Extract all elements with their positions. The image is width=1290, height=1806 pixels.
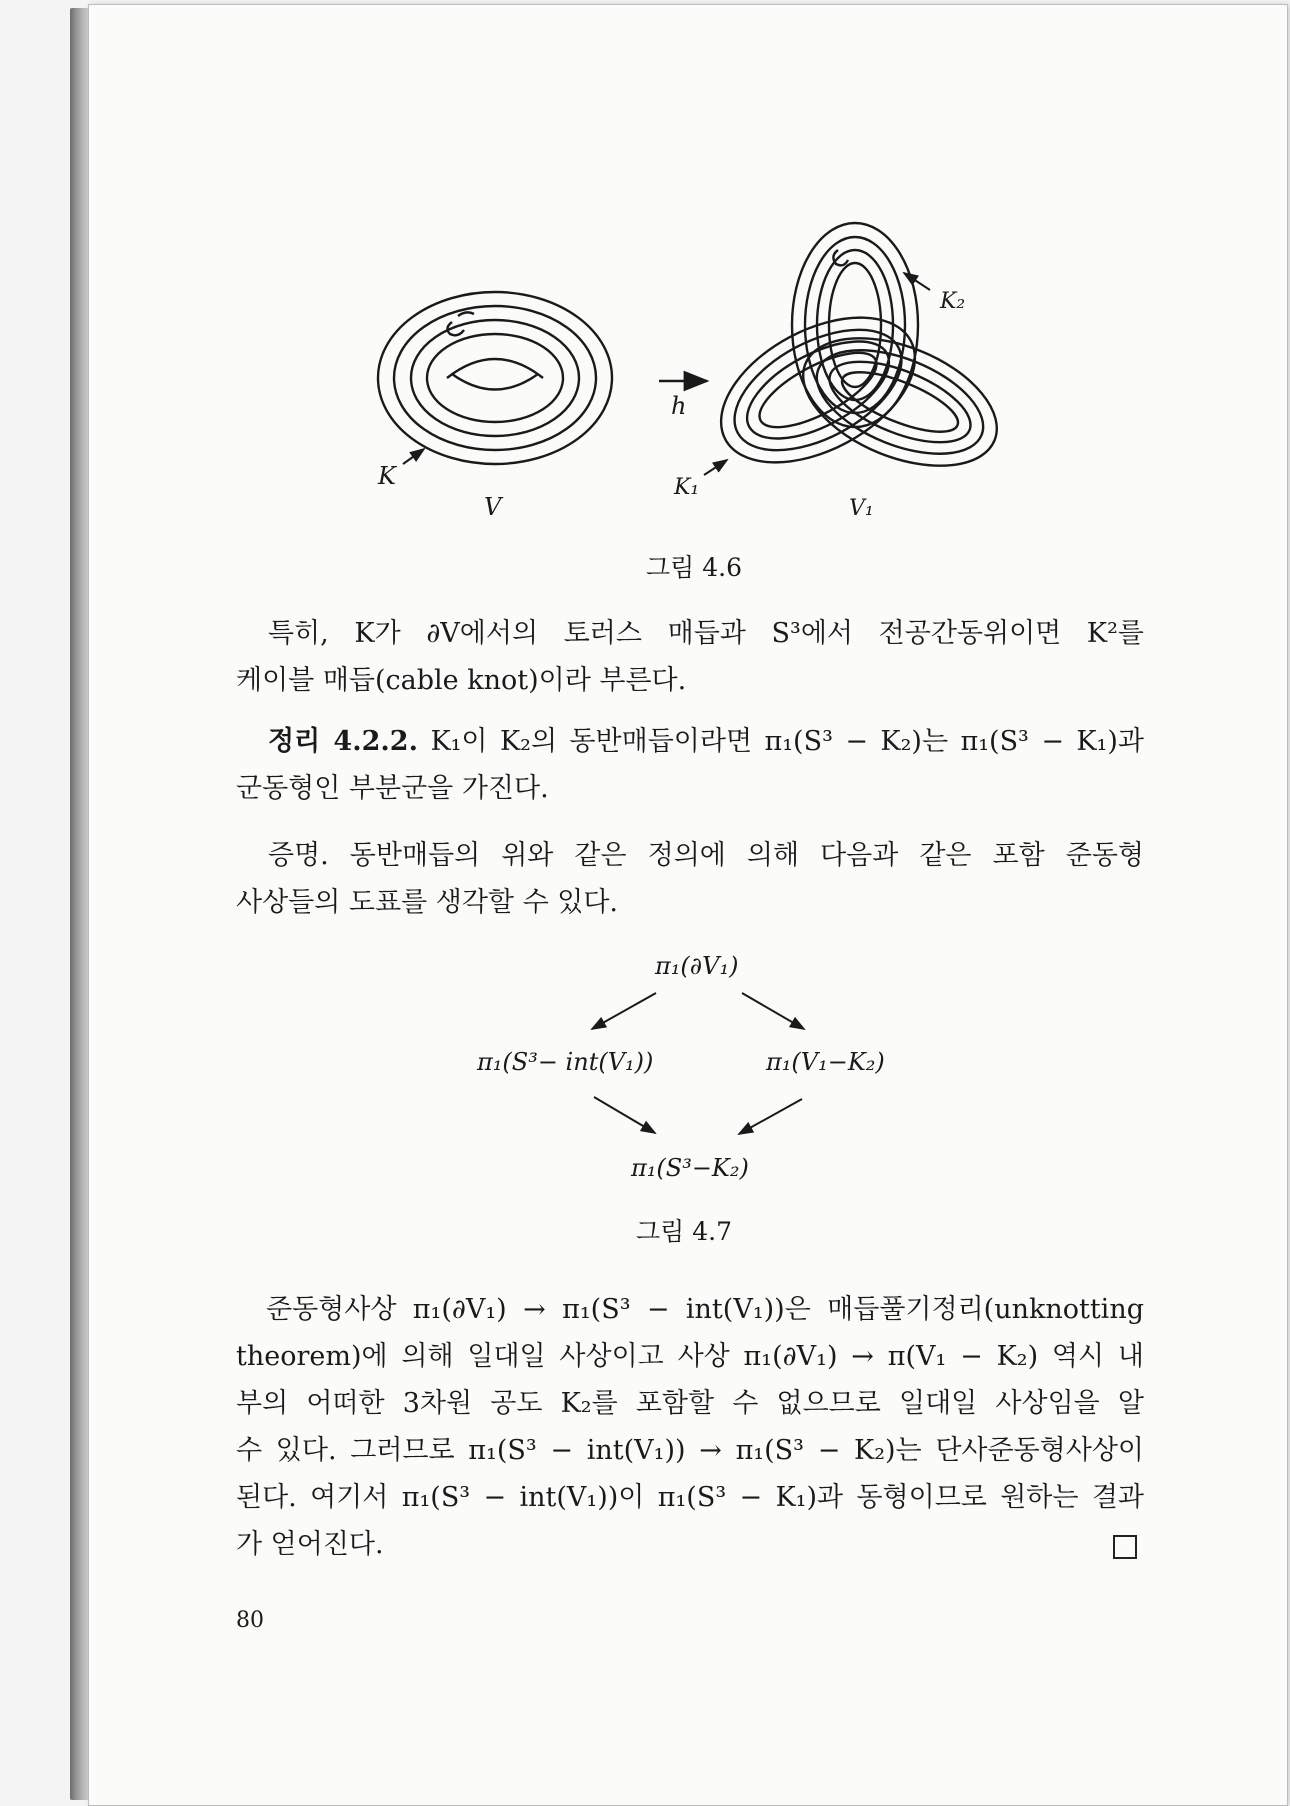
theorem-4-2-2 (236, 718, 1144, 812)
theorem-text: K₁이 K₂의 동반매듭이라면 π₁(S³ − K₂)는 π₁(S³ − K₁)과 (430, 726, 1144, 757)
arrow-top-left (592, 993, 656, 1029)
label-k2: K₂ (940, 289, 966, 314)
theorem-label: 정리 4.2.2. (268, 726, 418, 757)
proof-body-line: 준동형사상 π₁(∂V₁) → π₁(S³ − int(V₁))은 매듭풀기정리(unknotting (266, 1294, 1144, 1325)
solid-torus-v (378, 292, 612, 464)
arrow-right-bottom (739, 1099, 802, 1134)
proof-body-line: 부의 어떠한 3차원 공도 K₂를 포함할 수 없으므로 일대일 사상임을 알 (236, 1388, 1144, 1419)
paragraph-line: 특히, K가 ∂V에서의 토러스 매듭과 S³에서 전공간동위이면 K²를 (268, 618, 1144, 649)
diagram-bottom-node: π₁(S³−K₂) (631, 1154, 749, 1182)
proof-body-line: theorem)에 의해 일대일 사상이고 사상 π₁(∂V₁) → π(V₁ − K₂) 역시 내 (236, 1341, 1144, 1372)
figure-4-6 (0, 0, 1290, 560)
pointer-k2 (904, 273, 930, 290)
paragraph-line: 케이블 매듭(cable knot)이라 부른다. (236, 665, 687, 696)
label-v: V (484, 493, 502, 521)
label-k: K (378, 462, 396, 490)
theorem-line (236, 718, 1144, 765)
pointer-k1 (704, 460, 727, 475)
page-number: 80 (236, 1608, 264, 1633)
proof-body-line: 수 있다. 그러므로 π₁(S³ − int(V₁)) → π₁(S³ − K₂)는 단사준동형사상이 (236, 1435, 1144, 1466)
proof-body (236, 1286, 1144, 1568)
pointer-k (403, 449, 424, 464)
proof-body-line: 가 얻어진다. (236, 1529, 384, 1560)
figure-4-7 (0, 940, 1290, 1200)
qed-box (1113, 1535, 1137, 1559)
proof-intro-line: 증명. 동반매듭의 위와 같은 정의에 의해 다음과 같은 포함 준동형 (268, 840, 1144, 871)
arrow-left-bottom (594, 1097, 655, 1133)
label-k1: K₁ (674, 475, 700, 500)
proof-intro (236, 832, 1144, 926)
diagram-left-node: π₁(S³− int(V₁)) (477, 1048, 654, 1076)
figure-4-6-caption: 그림 4.6 (646, 553, 743, 582)
diagram-top-node: π₁(∂V₁) (655, 952, 739, 980)
knotted-torus-v1 (697, 223, 1015, 492)
arrow-top-right (742, 993, 804, 1029)
proof-intro-line: 사상들의 도표를 생각할 수 있다. (236, 887, 618, 918)
theorem-line: 군동형인 부분군을 가진다. (236, 773, 549, 804)
diagram-right-node: π₁(V₁−K₂) (766, 1048, 885, 1076)
label-h: h (671, 392, 687, 420)
proof-body-line: 된다. 여기서 π₁(S³ − int(V₁))이 π₁(S³ − K₁)과 동형이므로 원하는 결과 (236, 1482, 1144, 1513)
label-v1: V₁ (849, 496, 874, 521)
figure-4-7-caption: 그림 4.7 (636, 1217, 733, 1246)
paragraph-cable-knot (236, 610, 1144, 704)
